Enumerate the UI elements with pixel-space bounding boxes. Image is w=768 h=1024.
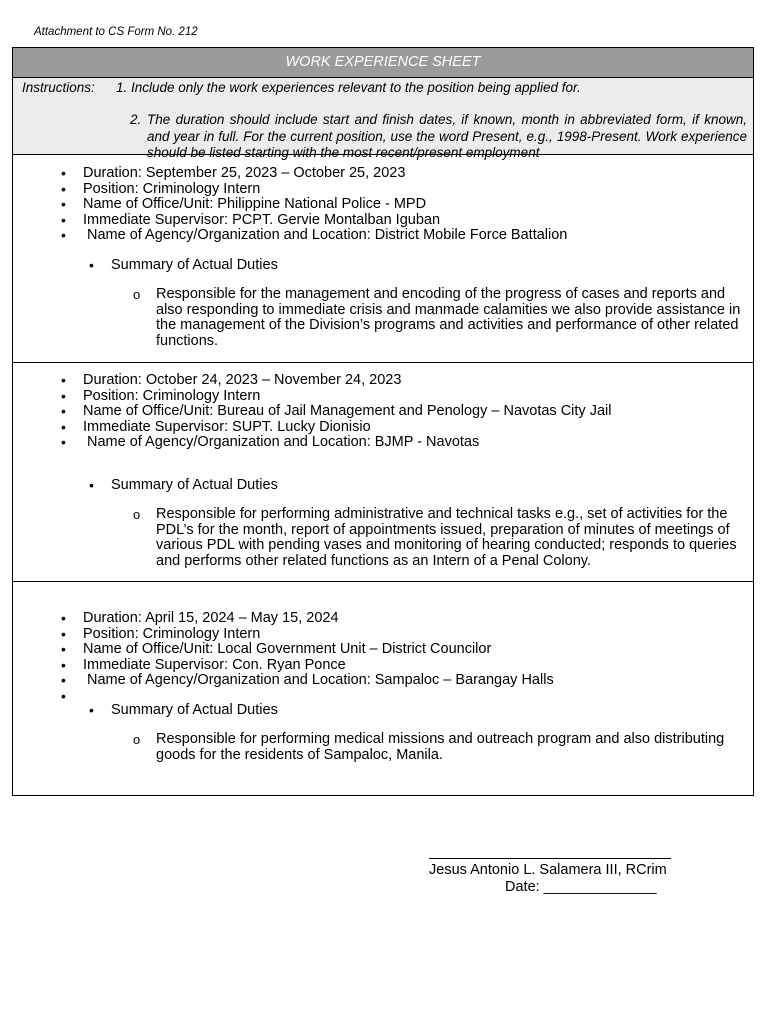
entry-agency: • Name of Agency/Organization and Location: Sampaloc – Barangay Halls: [61, 673, 554, 689]
entry-agency: • Name of Agency/Organization and Location: BJMP - Navotas: [61, 435, 611, 451]
entry-office: • Name of Office/Unit: Philippine National Police - MPD: [61, 197, 567, 213]
duty-description: o Responsible for performing medical missions and outreach program and also distributing goods for the residents of Sampaloc, Manila.: [133, 732, 745, 763]
entry-details-list: [61, 373, 611, 451]
instruction-1: 1. Include only the work experiences relevant to the position being applied for.: [116, 80, 581, 95]
experience-entry-1: [13, 155, 753, 363]
entry-agency: • Name of Agency/Organization and Location: District Mobile Force Battalion: [61, 228, 567, 244]
entry-supervisor: • Immediate Supervisor: PCPT. Gervie Montalban Iguban: [61, 213, 567, 229]
signatory-name: Jesus Antonio L. Salamera III, RCrim: [429, 862, 667, 878]
work-experience-sheet: [12, 47, 754, 796]
summary-of-duties-label: • Summary of Actual Duties: [89, 702, 278, 718]
entry-details-list: [61, 166, 567, 244]
signature-date: Date: ______________: [505, 879, 657, 895]
entry-duration: • Duration: September 25, 2023 – October 25, 2023: [61, 166, 567, 182]
signature-line: [429, 840, 671, 859]
duty-description: o Responsible for the management and encoding of the progress of cases and reports and also responding to immediate crisis and manmade calamities we also provide assistance in the management of the Division’s programs and activities and performance of other related functions.: [133, 287, 745, 349]
experience-entry-2: [13, 363, 753, 582]
instruction-2-number: 2.: [130, 112, 142, 127]
summary-of-duties-label: • Summary of Actual Duties: [89, 477, 278, 493]
attachment-label: Attachment to CS Form No. 212: [34, 26, 198, 38]
duty-description: o Responsible for performing administrative and technical tasks e.g., set of activities for the PDL’s for the month, report of appointments issued, preparation of minutes of meetings of various PDL with pending vases and monitoring of hearing conducted; responds to queries and performs other related functions as an Intern of a Penal Colony.: [133, 507, 745, 569]
entry-office: • Name of Office/Unit: Bureau of Jail Management and Penology – Navotas City Jail: [61, 404, 611, 420]
instruction-2: The duration should include start and finish dates, if known, month in abbreviated form, if known, and year in full. For the current position, use the word Present, e.g., 1998-Present. Work experience should be listed starting with the most recent/present employment: [147, 112, 747, 160]
instructions-block: [13, 78, 753, 160]
entry-duration: • Duration: April 15, 2024 – May 15, 2024: [61, 611, 554, 627]
entry-supervisor: • Immediate Supervisor: SUPT. Lucky Dionisio: [61, 420, 611, 436]
entry-duration: • Duration: October 24, 2023 – November 24, 2023: [61, 373, 611, 389]
entry-position: • Position: Criminology Intern: [61, 182, 567, 198]
sheet-title: WORK EXPERIENCE SHEET: [13, 48, 753, 78]
signature-block: [429, 840, 671, 896]
summary-of-duties-label: • Summary of Actual Duties: [89, 257, 278, 273]
entry-position: • Position: Criminology Intern: [61, 627, 554, 643]
entry-supervisor: • Immediate Supervisor: Con. Ryan Ponce: [61, 658, 554, 674]
instructions-label: Instructions:: [22, 80, 95, 95]
entry-details-list: [61, 611, 554, 704]
entry-position: • Position: Criminology Intern: [61, 389, 611, 405]
entry-office: • Name of Office/Unit: Local Government Unit – District Councilor: [61, 642, 554, 658]
experience-entry-3: [13, 582, 753, 795]
